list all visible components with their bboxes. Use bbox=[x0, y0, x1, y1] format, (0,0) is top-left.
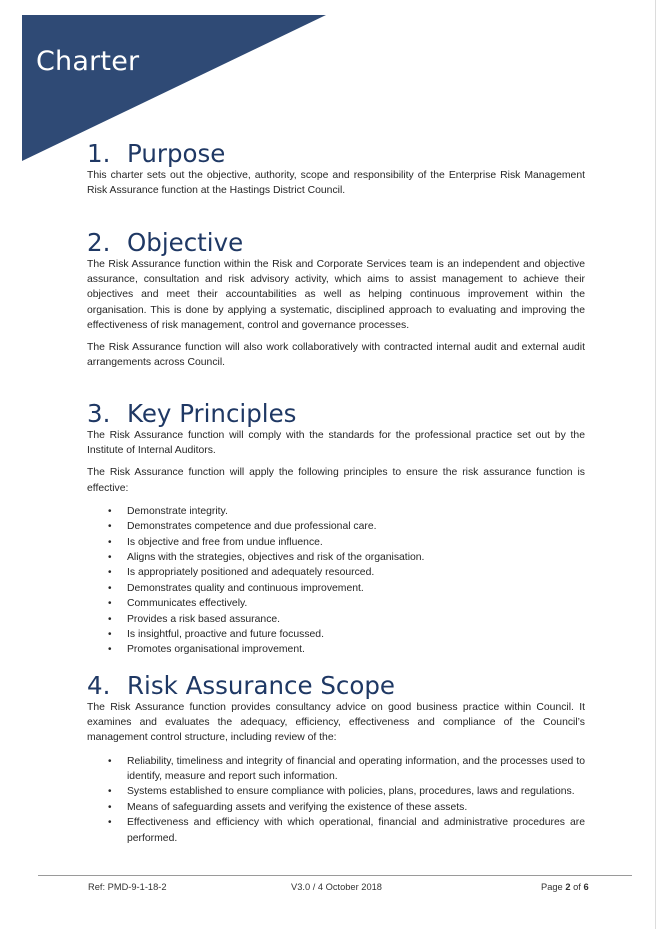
section-title: Key Principles bbox=[127, 399, 297, 428]
bullet-icon: • bbox=[108, 755, 112, 767]
list-item: • Is appropriately positioned and adequately resourced. bbox=[87, 565, 585, 580]
scope-list bbox=[87, 754, 585, 846]
list-item: • Communicates effectively. bbox=[87, 596, 585, 611]
list-item: • Is insightful, proactive and future focussed. bbox=[87, 627, 585, 642]
list-item: • Promotes organisational improvement. bbox=[87, 642, 585, 657]
footer-ref: Ref: PMD-9-1-18-2 bbox=[88, 882, 167, 892]
section-number: 4. bbox=[87, 671, 111, 700]
section-purpose bbox=[87, 140, 585, 198]
paragraph: The Risk Assurance function provides consultancy advice on good business practice within Council. It examines and evaluates the adequacy, efficiency, effectiveness and compliance of the Council’s management control structure, including review of the: bbox=[87, 702, 585, 744]
bullet-icon: • bbox=[108, 613, 112, 625]
footer-version: V3.0 / 4 October 2018 bbox=[291, 882, 382, 892]
list-item: • Aligns with the strategies, objectives and risk of the organisation. bbox=[87, 550, 585, 565]
section-heading bbox=[87, 672, 585, 700]
footer-page-number bbox=[541, 882, 589, 892]
section-number: 1. bbox=[87, 139, 111, 168]
bullet-icon: • bbox=[108, 582, 112, 594]
bullet-icon: • bbox=[108, 505, 112, 517]
section-heading bbox=[87, 229, 585, 257]
list-item: • Reliability, timeliness and integrity of financial and operating information, and the processes used to identify, measure and report such information. bbox=[108, 755, 585, 783]
bullet-icon: • bbox=[108, 521, 112, 533]
paragraph: The Risk Assurance function within the Risk and Corporate Services team is an independent and objective assurance, consultation and risk advisory activity, which aims to assist management to achieve their objectives and meet their accountabilities as well as helping continuous improvement within the organisation. This is done by applying a systematic, disciplined approach to evaluating and improving the effectiveness of risk management, control and governance processes. bbox=[87, 259, 585, 331]
bullet-icon: • bbox=[108, 801, 112, 813]
section-key-principles bbox=[87, 400, 585, 658]
list-item: • Effectiveness and efficiency with which operational, financial and administrative procedures are performed. bbox=[108, 817, 585, 844]
bullet-icon: • bbox=[108, 598, 112, 610]
page-of: of bbox=[573, 882, 581, 892]
footer-divider bbox=[38, 875, 632, 876]
bullet-icon: • bbox=[108, 552, 112, 564]
paragraph: The Risk Assurance function will comply with the standards for the professional practice set out by the Institute of Internal Auditors. bbox=[87, 430, 585, 457]
bullet-icon: • bbox=[108, 786, 112, 798]
bullet-icon: • bbox=[108, 644, 112, 656]
page-total: 6 bbox=[583, 882, 589, 892]
section-number: 3. bbox=[87, 399, 111, 428]
section-heading bbox=[87, 400, 585, 428]
page-current: 2 bbox=[565, 882, 571, 892]
bullet-icon: • bbox=[108, 536, 112, 548]
list-item: • Provides a risk based assurance. bbox=[87, 612, 585, 627]
principles-list bbox=[87, 504, 585, 658]
list-item: • Systems established to ensure compliance with policies, plans, procedures, laws and regulations. bbox=[87, 784, 585, 799]
paragraph: The Risk Assurance function will also work collaboratively with contracted internal audit and external audit arrangements across Council. bbox=[87, 342, 585, 369]
banner-title: Charter bbox=[36, 46, 140, 77]
paragraph: The Risk Assurance function will apply the following principles to ensure the risk assurance function is effective: bbox=[87, 467, 585, 494]
list-item: • Is objective and free from undue influence. bbox=[87, 535, 585, 550]
section-objective bbox=[87, 229, 585, 370]
section-title: Risk Assurance Scope bbox=[127, 671, 395, 700]
list-item: • Demonstrates quality and continuous improvement. bbox=[87, 581, 585, 596]
section-title: Purpose bbox=[127, 139, 226, 168]
section-title: Objective bbox=[127, 228, 244, 257]
bullet-icon: • bbox=[108, 817, 112, 829]
list-item: • Demonstrate integrity. bbox=[87, 504, 585, 519]
list-item: • Demonstrates competence and due professional care. bbox=[87, 519, 585, 534]
section-heading bbox=[87, 140, 585, 168]
paragraph: This charter sets out the objective, authority, scope and responsibility of the Enterprise Risk Management Risk Assurance function at the Hastings District Council. bbox=[87, 170, 585, 197]
bullet-icon: • bbox=[108, 629, 112, 641]
section-risk-assurance-scope bbox=[87, 672, 585, 846]
page-label: Page bbox=[541, 882, 563, 892]
bullet-icon: • bbox=[108, 567, 112, 579]
section-number: 2. bbox=[87, 228, 111, 257]
list-item: • Means of safeguarding assets and verifying the existence of these assets. bbox=[87, 800, 585, 815]
